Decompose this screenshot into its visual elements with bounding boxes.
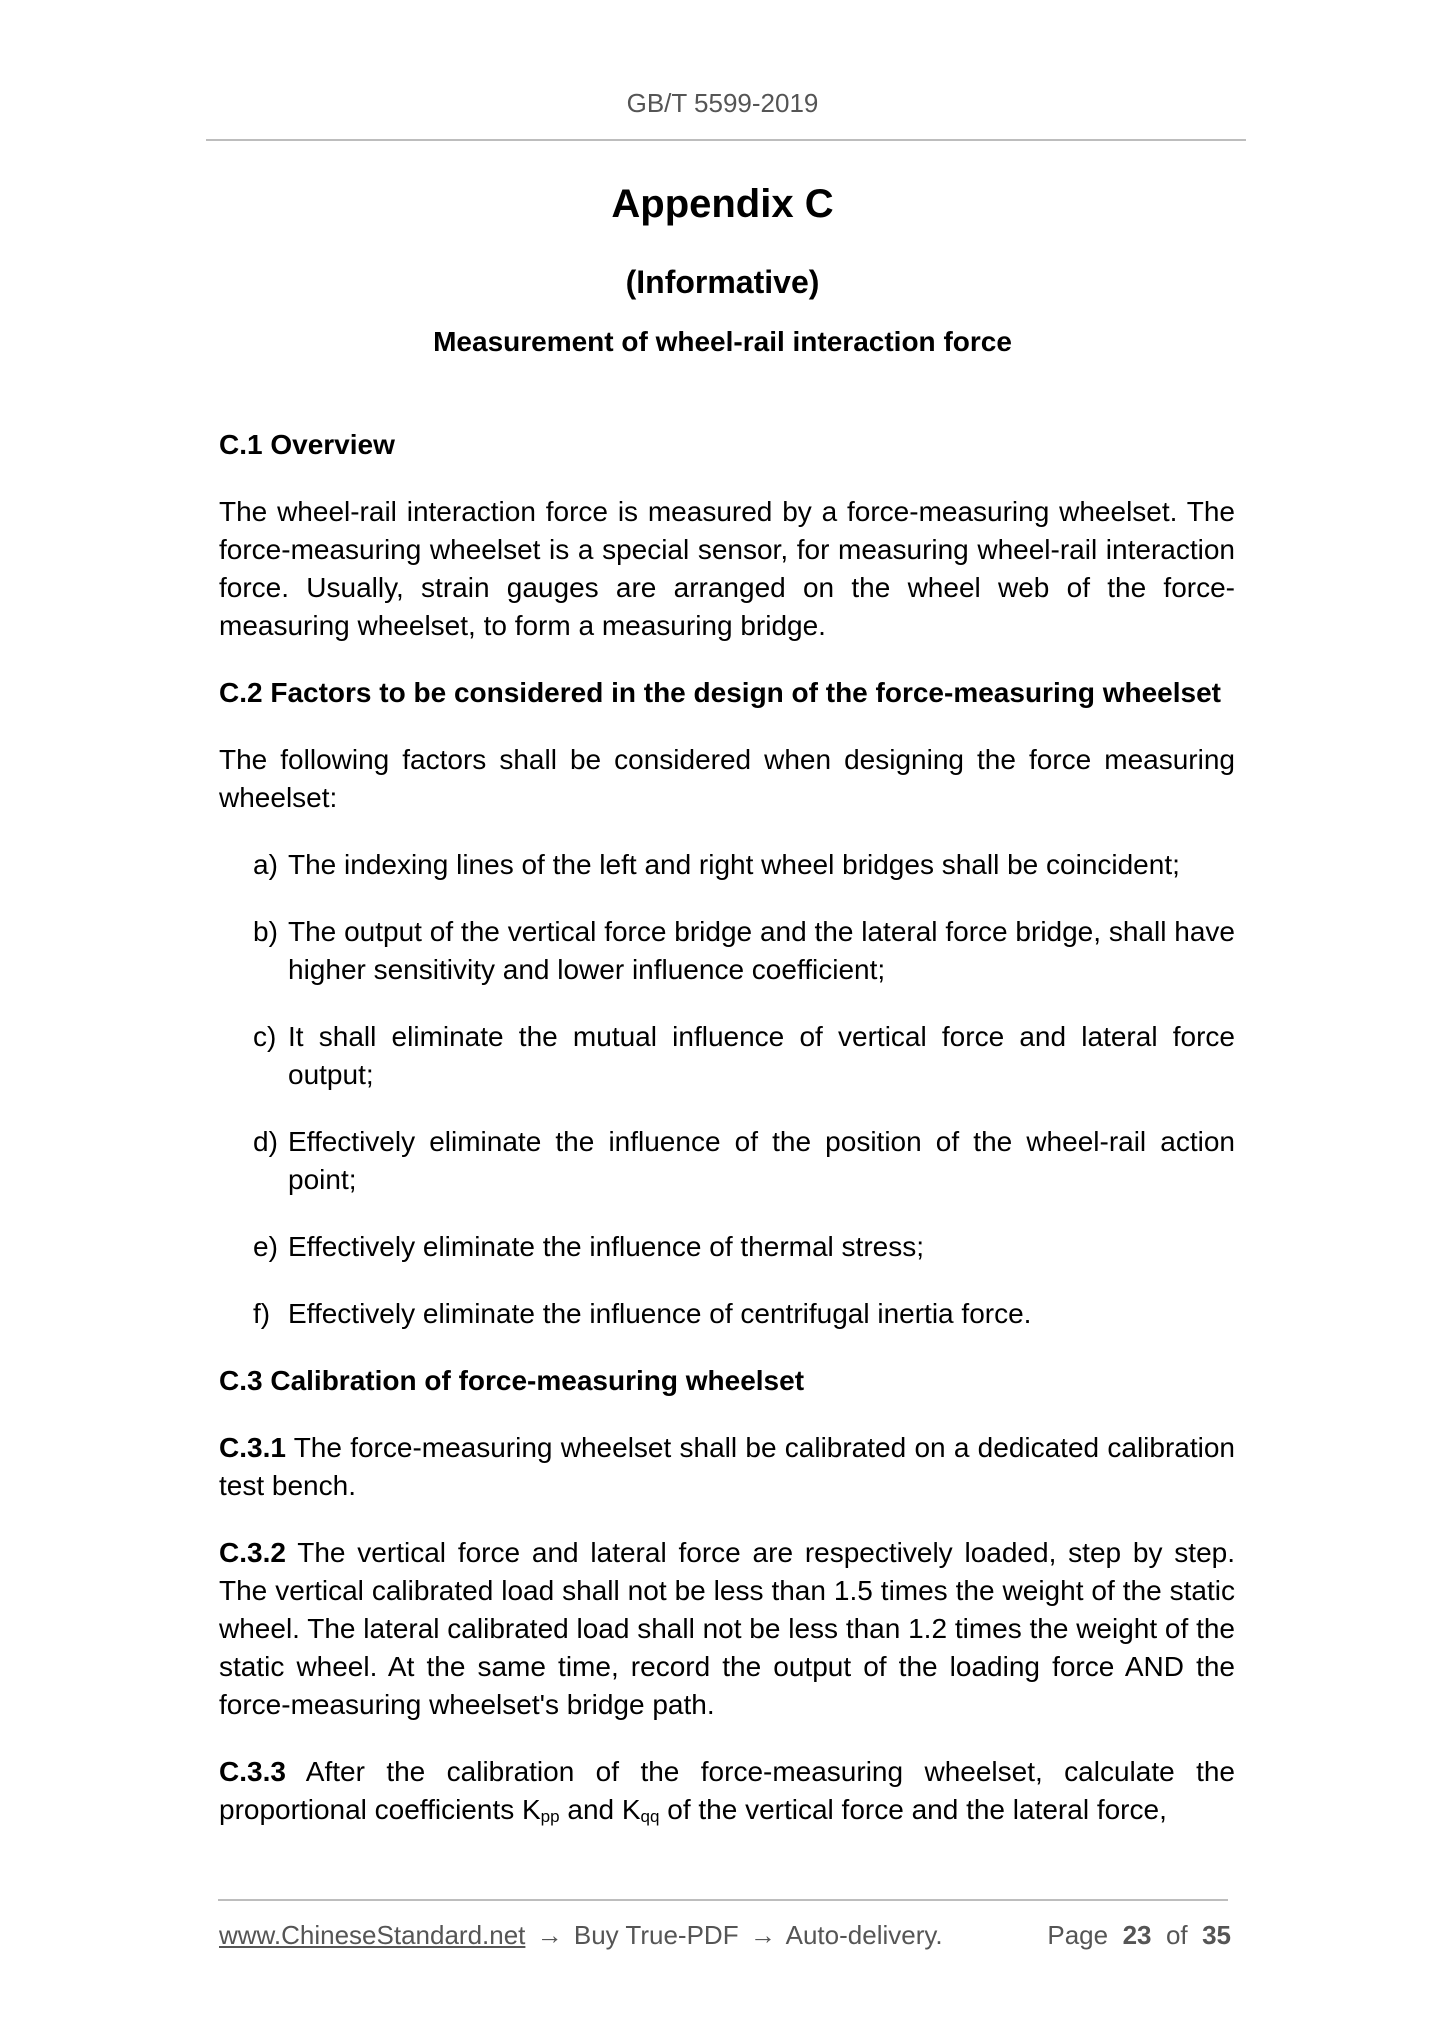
list-item-marker: e) xyxy=(253,1231,278,1262)
page-label: Page xyxy=(1047,1920,1109,1950)
running-header: GB/T 5599-2019 xyxy=(626,88,819,118)
list-item xyxy=(219,1123,1235,1199)
clause-text: and K xyxy=(559,1794,641,1825)
factor-list xyxy=(219,846,1235,1333)
subscript-pp: pp xyxy=(540,1807,560,1826)
clause-c31 xyxy=(219,1429,1235,1505)
clause-text: The force-measuring wheelset shall be calibrated on a dedicated calibration test bench. xyxy=(219,1432,1235,1501)
list-item-marker: f) xyxy=(253,1298,271,1329)
footer-divider xyxy=(218,1899,1228,1901)
list-item xyxy=(219,913,1235,989)
document-body xyxy=(219,426,1235,1829)
page-total: 35 xyxy=(1202,1920,1231,1950)
list-item-text: The output of the vertical force bridge and the lateral force bridge, shall have higher sensitivity and lower influence coefficient; xyxy=(288,916,1235,985)
section-heading-c2: C.2 Factors to be considered in the design of the force-measuring wheelset xyxy=(219,677,1221,708)
list-item-text: The indexing lines of the left and right wheel bridges shall be coincident; xyxy=(288,849,1180,880)
list-item-marker: c) xyxy=(253,1021,277,1052)
clause-text: After the calibration of the force-measuring wheelset, calculate the proportional coefficients K xyxy=(219,1756,1235,1825)
section-c1-paragraph: The wheel-rail interaction force is measured by a force-measuring wheelset. The force-measuring wheelset is a special sensor, for measuring wheel-rail interaction force. Usually, strain gauges are arranged on the wheel web of the force-measuring wheelset, to form a measuring bridge. xyxy=(219,496,1235,641)
page-current: 23 xyxy=(1122,1920,1152,1950)
clause-text: of the vertical force and the lateral force, xyxy=(659,1794,1167,1825)
website-link[interactable]: www.ChineseStandard.net xyxy=(219,1920,526,1950)
clause-c32 xyxy=(219,1534,1235,1724)
appendix-title: Appendix C xyxy=(611,182,834,226)
list-item-text: It shall eliminate the mutual influence of vertical force and lateral force output; xyxy=(288,1021,1235,1090)
appendix-heading: Measurement of wheel-rail interaction force xyxy=(433,326,1012,357)
list-item xyxy=(219,846,1235,884)
list-item-text: Effectively eliminate the influence of thermal stress; xyxy=(288,1231,925,1262)
clause-number: C.3.3 xyxy=(219,1756,286,1787)
subscript-qq: qq xyxy=(640,1807,660,1826)
clause-number: C.3.1 xyxy=(219,1432,286,1463)
arrow-icon: → xyxy=(749,1920,776,1950)
clause-c33 xyxy=(219,1753,1235,1829)
list-item xyxy=(219,1228,1235,1266)
list-item xyxy=(219,1295,1235,1333)
clause-number: C.3.2 xyxy=(219,1537,286,1568)
page-footer xyxy=(219,1920,1231,1951)
list-item-marker: a) xyxy=(253,849,278,880)
header-divider xyxy=(206,139,1246,141)
page-number xyxy=(1047,1920,1231,1951)
buy-true-pdf-text: Buy True-PDF xyxy=(573,1920,739,1950)
clause-text: The vertical force and lateral force are respectively loaded, step by step. The vertical calibrated load shall not be less than 1.5 times the weight of the static wheel. The lateral calibrated load shall not be less than 1.2 times the weight of the static wheel. At the same time, record the output of the loading force AND the force-measuring wheelset's bridge path. xyxy=(219,1537,1235,1720)
appendix-subtitle: (Informative) xyxy=(625,264,820,300)
list-item xyxy=(219,1018,1235,1094)
list-item-marker: d) xyxy=(253,1126,278,1157)
of-label: of xyxy=(1165,1920,1188,1950)
list-item-marker: b) xyxy=(253,916,278,947)
section-c2-intro: The following factors shall be considered when designing the force measuring wheelset: xyxy=(219,744,1235,813)
arrow-icon: → xyxy=(536,1920,563,1950)
section-heading-c1: C.1 Overview xyxy=(219,429,395,460)
list-item-text: Effectively eliminate the influence of centrifugal inertia force. xyxy=(288,1298,1032,1329)
section-heading-c3: C.3 Calibration of force-measuring wheelset xyxy=(219,1365,805,1396)
auto-delivery-text: Auto-delivery. xyxy=(785,1920,943,1950)
list-item-text: Effectively eliminate the influence of the position of the wheel-rail action point; xyxy=(288,1126,1235,1195)
